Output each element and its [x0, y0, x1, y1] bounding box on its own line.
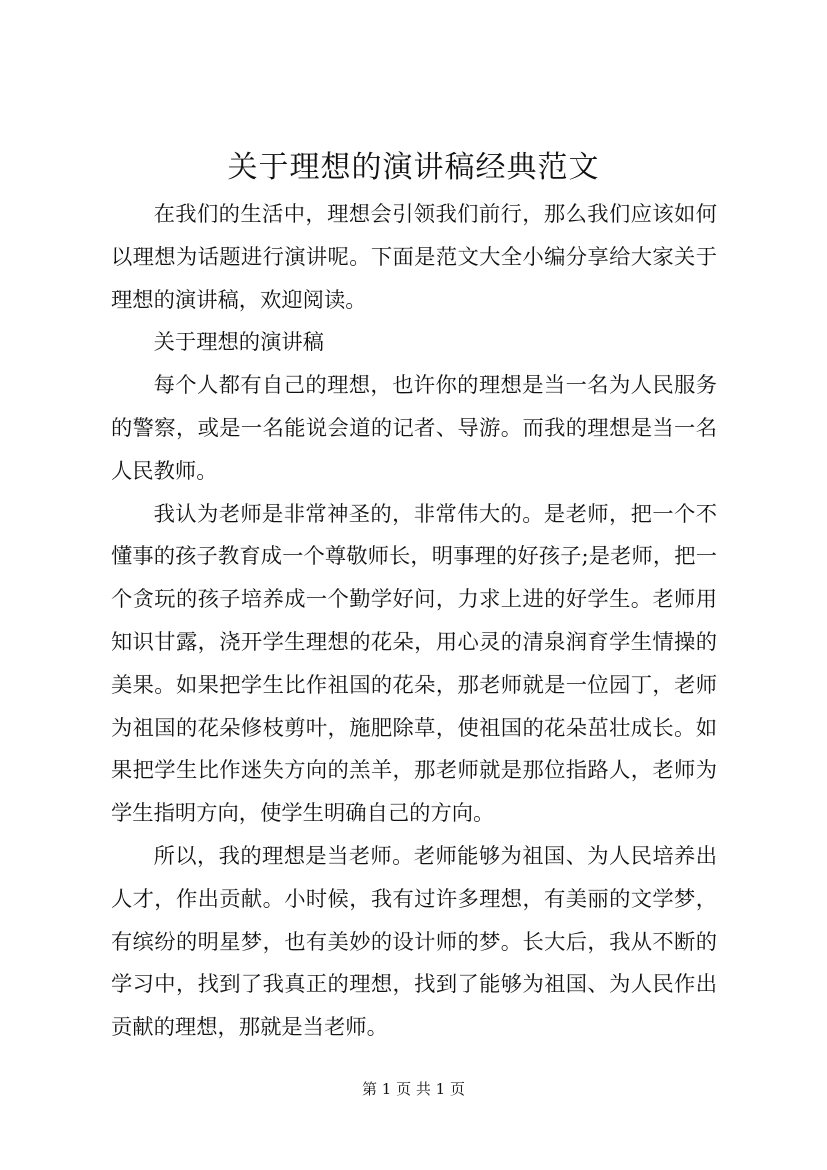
- document-title: 关于理想的演讲稿经典范文: [227, 150, 600, 185]
- paragraph-1: 每个人都有自己的理想，也许你的理想是当一名为人民服务的警察，或是一名能说会道的记者、导游。而我的理想是当一名人民教师。: [111, 373, 717, 484]
- paragraph-subheading: 关于理想的演讲稿: [153, 330, 324, 356]
- paragraph-2: 我认为老师是非常神圣的，非常伟大的。是老师，把一个不懂事的孩子教育成一个尊敬师长，明事理的好孩子;是老师，把一个贪玩的孩子培养成一个勤学好问，力求上进的好学生。老师用知识甘露，浇开学生理想的花朵，用心灵的清泉润育学生情操的美果。如果把学生比作祖国的花朵，那老师就是一位园丁，老师为祖国的花朵修枝剪叶，施肥除草，使祖国的花朵茁壮成长。如果把学生比作迷失方向的羔羊，那老师就是那位指路人，老师为学生指明方向，使学生明确自己的方向。: [111, 501, 717, 827]
- paragraph-intro: 在我们的生活中，理想会引领我们前行，那么我们应该如何以理想为话题进行演讲呢。下面是范文大全小编分享给大家关于理想的演讲稿，欢迎阅读。: [111, 202, 717, 313]
- page-footer: 第 1 页 共 1 页: [362, 1080, 465, 1098]
- paragraph-3: 所以，我的理想是当老师。老师能够为祖国、为人民培养出人才，作出贡献。小时候，我有过许多理想，有美丽的文学梦，有缤纷的明星梦，也有美妙的设计师的梦。长大后，我从不断的学习中，找到了我真正的理想，找到了能够为祖国、为人民作出贡献的理想，那就是当老师。: [111, 843, 717, 1041]
- document-body: [111, 194, 717, 1050]
